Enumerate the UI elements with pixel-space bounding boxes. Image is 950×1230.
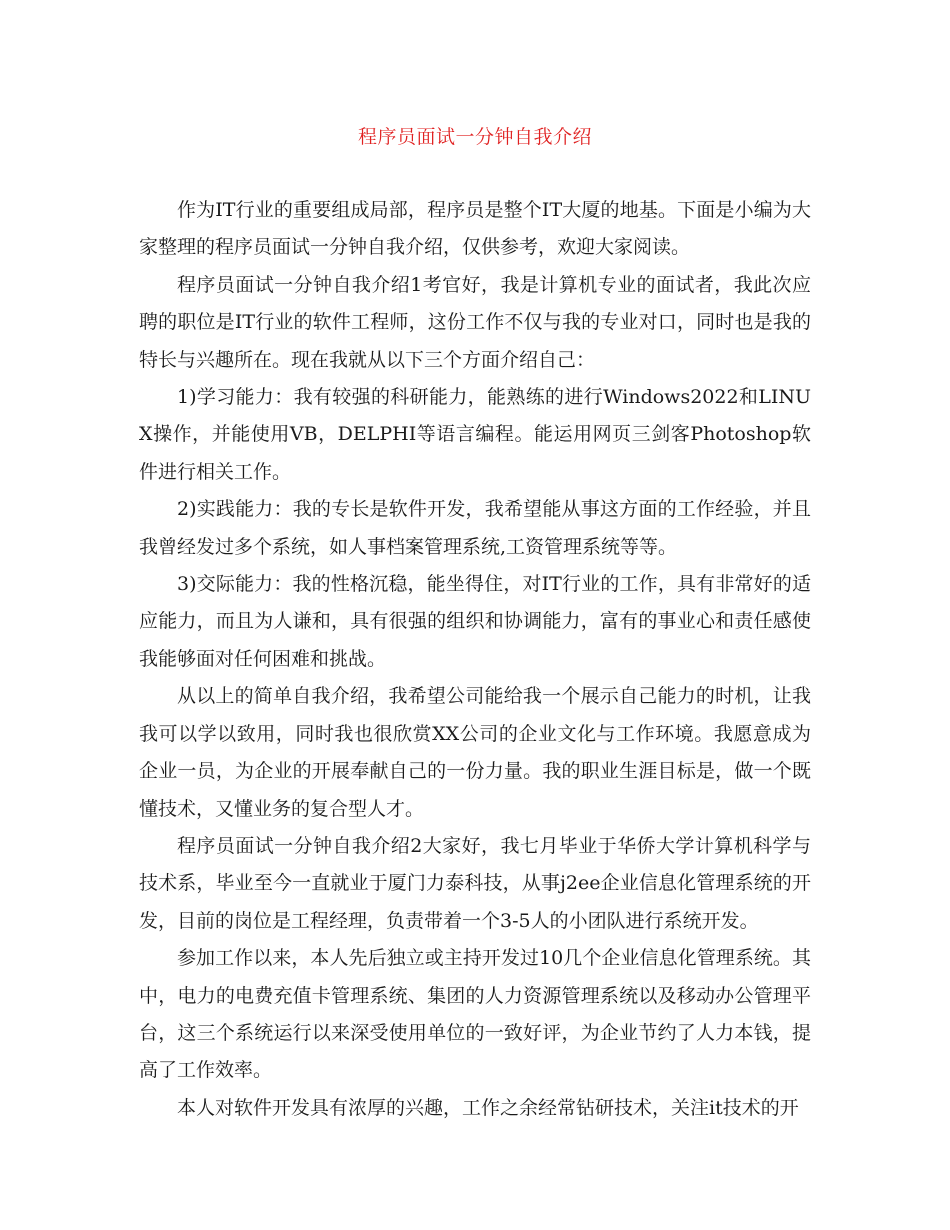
paragraph-interests: 本人对软件开发具有浓厚的兴趣，工作之余经常钻研技术，关注it技术的开 [177,1096,799,1119]
paragraph-intro: 作为IT行业的重要组成局部，程序员是整个IT大厦的地基。下面是小编为大家整理的程序员面试一分钟自我介绍，仅供参考，欢迎大家阅读。 [139,199,811,259]
paragraph-learning-ability: 1)学习能力：我有较强的科研能力，能熟练的进行Windows2022和LINUX操作，并能使用VB，DELPHI等语言编程。能运用网页三剑客Photoshop软件进行相关工作。 [139,386,811,483]
paragraph-conclusion: 从以上的简单自我介绍，我希望公司能给我一个展示自己能力的时机，让我我可以学以致用，同时我也很欣赏XX公司的企业文化与工作环境。我愿意成为企业一员，为企业的开展奉献自己的一份力量。我的职业生涯目标是，做一个既懂技术，又懂业务的复合型人才。 [139,685,811,820]
paragraph-intro-1: 程序员面试一分钟自我介绍1考官好，我是计算机专业的面试者，我此次应聘的职位是IT行业的软件工程师，这份工作不仅与我的专业对口，同时也是我的特长与兴趣所在。现在我就从以下三个方面介绍自己： [139,273,811,371]
paragraph-practice-ability: 2)实践能力：我的专长是软件开发，我希望能从事这方面的工作经验，并且我曾经发过多个系统，如人事档案管理系统,工资管理系统等等。 [139,498,811,558]
paragraph-intro-2: 程序员面试一分钟自我介绍2大家好，我七月毕业于华侨大学计算机科学与技术系，毕业至今一直就业于厦门力泰科技，从事j2ee企业信息化管理系统的开发，目前的岗位是工程经理，负责带着一个3-5人的小团队进行系统开发。 [139,834,811,932]
document-title: 程序员面试一分钟自我介绍 [357,126,592,148]
document-body [139,192,811,1127]
paragraph-social-ability: 3)交际能力：我的性格沉稳，能坐得住，对IT行业的工作，具有非常好的适应能力，而且为人谦和，具有很强的组织和协调能力，富有的事业心和责任感使我能够面对任何困难和挑战。 [139,573,811,670]
paragraph-work-experience: 参加工作以来，本人先后独立或主持开发过10几个企业信息化管理系统。其中，电力的电费充值卡管理系统、集团的人力资源管理系统以及移动办公管理平台，这三个系统运行以来深受使用单位的一致好评，为企业节约了人力本钱，提高了工作效率。 [139,947,811,1082]
